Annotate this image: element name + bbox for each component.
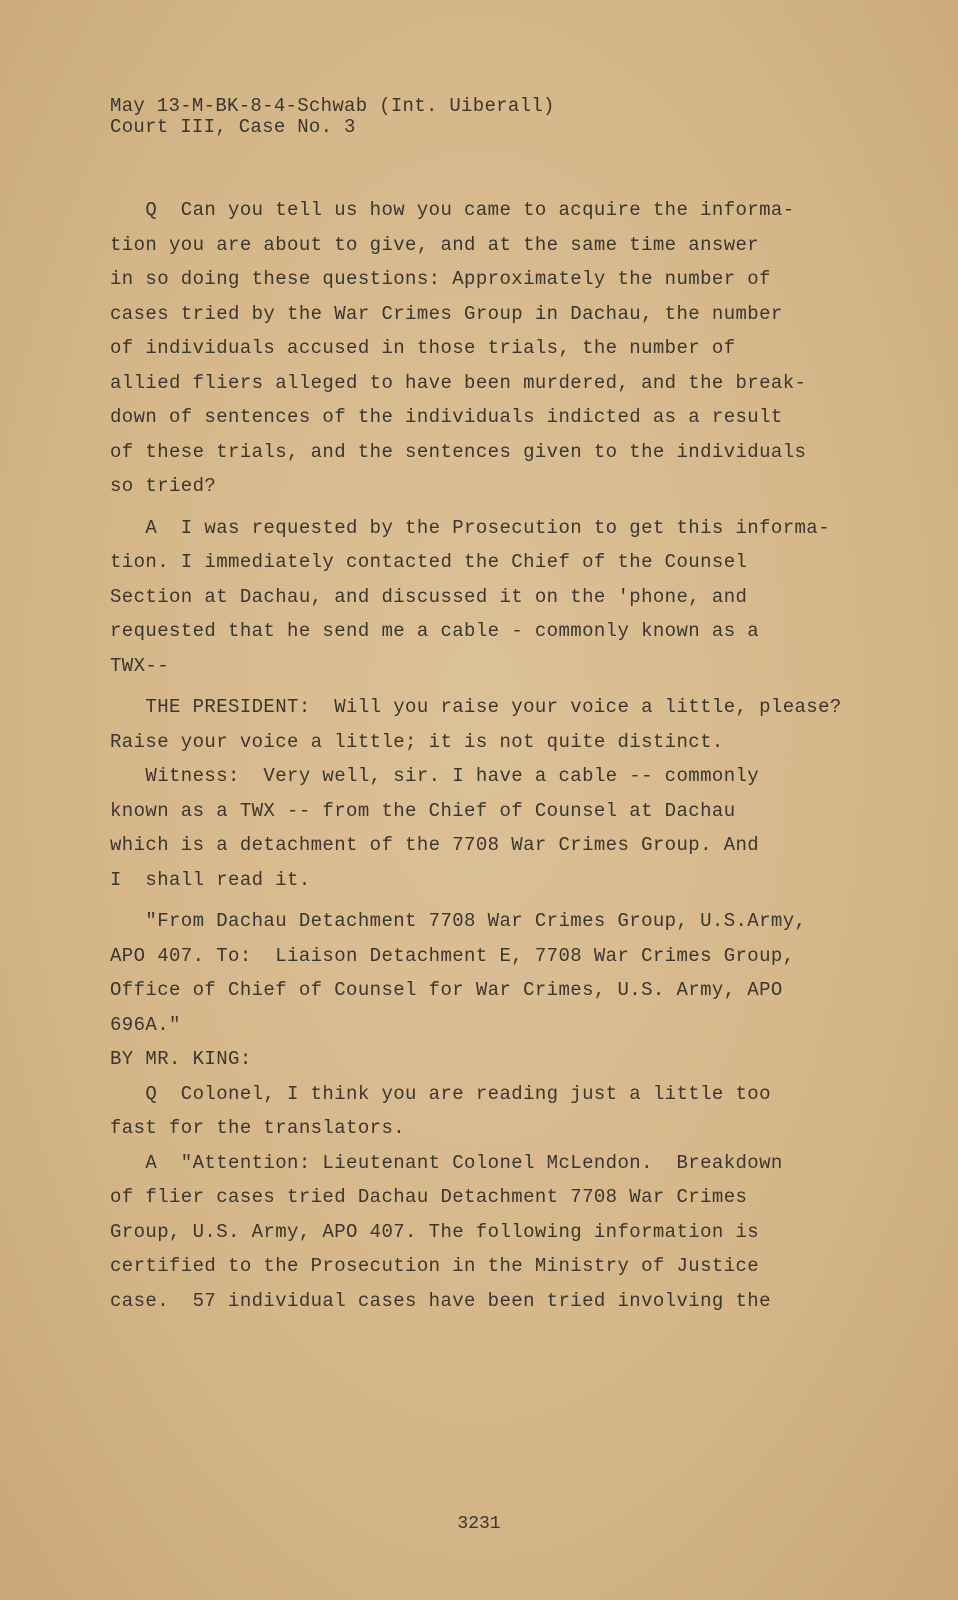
text-line: which is a detachment of the 7708 War Crimes Group. And <box>110 834 760 856</box>
page-number: 3231 <box>457 1514 501 1534</box>
text-line: of these trials, and the sentences given to the individuals <box>110 440 807 463</box>
header-line-2: Court III, Case No. 3 <box>110 116 356 138</box>
text-line: Q Can you tell us how you came to acquire the informa- <box>110 199 795 221</box>
text-line: case. 57 individual cases have been tried involving the <box>110 1289 771 1312</box>
text-line: allied fliers alleged to have been murdered, and the break- <box>110 371 807 394</box>
text-line: A "Attention: Lieutenant Colonel McLendon. Breakdown <box>110 1151 783 1174</box>
header-line-1: May 13-M-BK-8-4-Schwab (Int. Uiberall) <box>110 95 555 117</box>
text-line: "From Dachau Detachment 7708 War Crimes Group, U.S.Army, <box>110 910 807 932</box>
text-line: Group, U.S. Army, APO 407. The following information is <box>110 1220 760 1243</box>
text-line: APO 407. To: Liaison Detachment E, 7708 War Crimes Group, <box>110 944 795 967</box>
paragraph-president <box>110 690 880 759</box>
text-line: of individuals accused in those trials, the number of <box>110 337 736 359</box>
text-line: tion. I immediately contacted the Chief of the Counsel <box>110 551 748 573</box>
text-line: Office of Chief of Counsel for War Crimes, U.S. Army, APO <box>110 979 783 1001</box>
text-line: known as a TWX -- from the Chief of Counsel at Dachau <box>110 799 736 822</box>
text-line: of flier cases tried Dachau Detachment 7708 War Crimes <box>110 1186 748 1208</box>
text-line: requested that he send me a cable - commonly known as a <box>110 620 760 642</box>
text-line: cases tried by the War Crimes Group in Dachau, the number <box>110 302 783 325</box>
text-line: A I was requested by the Prosecution to get this informa- <box>110 516 830 539</box>
document-header <box>110 96 555 138</box>
paragraph-answer-1 <box>110 511 880 684</box>
text-line: Q Colonel, I think you are reading just a little too <box>110 1082 771 1105</box>
text-line: I shall read it. <box>110 868 311 891</box>
text-line: BY MR. KING: <box>110 1048 252 1070</box>
transcript-body <box>110 193 880 1318</box>
text-line: THE PRESIDENT: Will you raise your voice a little, please? <box>110 696 842 718</box>
paragraph-question-2 <box>110 1077 880 1146</box>
text-line: certified to the Prosecution in the Ministry of Justice <box>110 1255 760 1277</box>
text-line: in so doing these questions: Approximately the number of <box>110 268 771 290</box>
paragraph-cable-quote <box>110 904 880 1042</box>
paragraph-answer-2 <box>110 1146 880 1319</box>
text-line: down of sentences of the individuals indicted as a result <box>110 406 783 428</box>
text-line: Raise your voice a little; it is not quite distinct. <box>110 730 724 753</box>
text-line: Witness: Very well, sir. I have a cable -- commonly <box>110 765 760 787</box>
text-line: 696A." <box>110 1013 181 1036</box>
text-line: TWX-- <box>110 654 170 677</box>
paragraph-witness <box>110 759 880 897</box>
text-line: tion you are about to give, and at the same time answer <box>110 233 760 256</box>
text-line: fast for the translators. <box>110 1117 406 1139</box>
paragraph-question-1 <box>110 193 880 504</box>
text-line: Section at Dachau, and discussed it on the 'phone, and <box>110 585 748 608</box>
paragraph-by-mr-king <box>110 1042 880 1077</box>
text-line: so tried? <box>110 475 217 497</box>
